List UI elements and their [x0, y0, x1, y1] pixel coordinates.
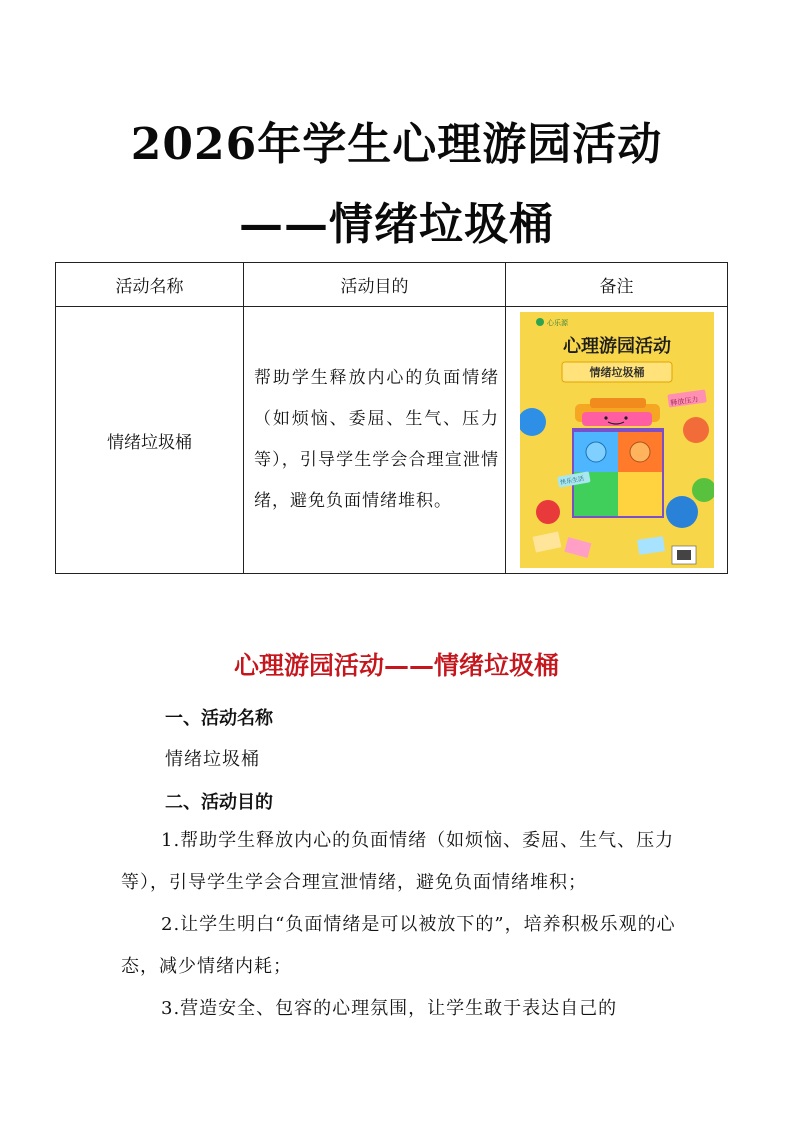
- section-text-activity-name: 情绪垃圾桶: [165, 749, 260, 770]
- activity-table: [55, 262, 728, 574]
- cell-remarks: [506, 307, 728, 574]
- section-heading-activity-name: 一、活动名称: [165, 708, 273, 729]
- cell-activity-purpose: 帮助学生释放内心的负面情绪（如烦恼、委屈、生气、压力等），引导学生学会合理宣泄情绪，避免负面情绪堆积。: [244, 307, 506, 574]
- document-title-line2: ——情绪垃圾桶: [239, 199, 554, 250]
- poster-title: 心理游园活动: [562, 336, 671, 357]
- header-remarks: 备注: [506, 263, 728, 307]
- table-row: [56, 307, 728, 574]
- poster-brand: 心乐源: [546, 319, 568, 327]
- purpose-item-2: 2.让学生明白“负面情绪是可以被放下的”，培养积极乐观的心态，减少情绪内耗；: [121, 914, 676, 977]
- purpose-item-3: 3.营造安全、包容的心理氛围，让学生敢于表达自己的: [161, 998, 618, 1019]
- cell-activity-name: 情绪垃圾桶: [56, 307, 244, 574]
- section-heading-activity-purpose: 二、活动目的: [165, 792, 273, 813]
- poster-tag-left: 快乐生活: [559, 475, 585, 487]
- table-header-row: [56, 263, 728, 307]
- header-activity-name: 活动名称: [56, 263, 244, 307]
- article-title: 心理游园活动——情绪垃圾桶: [233, 651, 559, 680]
- poster-tag-right: 释放压力: [669, 395, 699, 408]
- header-activity-purpose: 活动目的: [244, 263, 506, 307]
- purpose-item-1: 1.帮助学生释放内心的负面情绪（如烦恼、委屈、生气、压力等），引导学生学会合理宣泄情绪，避免负面情绪堆积；: [121, 830, 675, 893]
- document-title-line1: 2026年学生心理游园活动: [130, 119, 663, 170]
- poster-subtitle: 情绪垃圾桶: [589, 366, 644, 379]
- activity-poster-image: [520, 312, 714, 568]
